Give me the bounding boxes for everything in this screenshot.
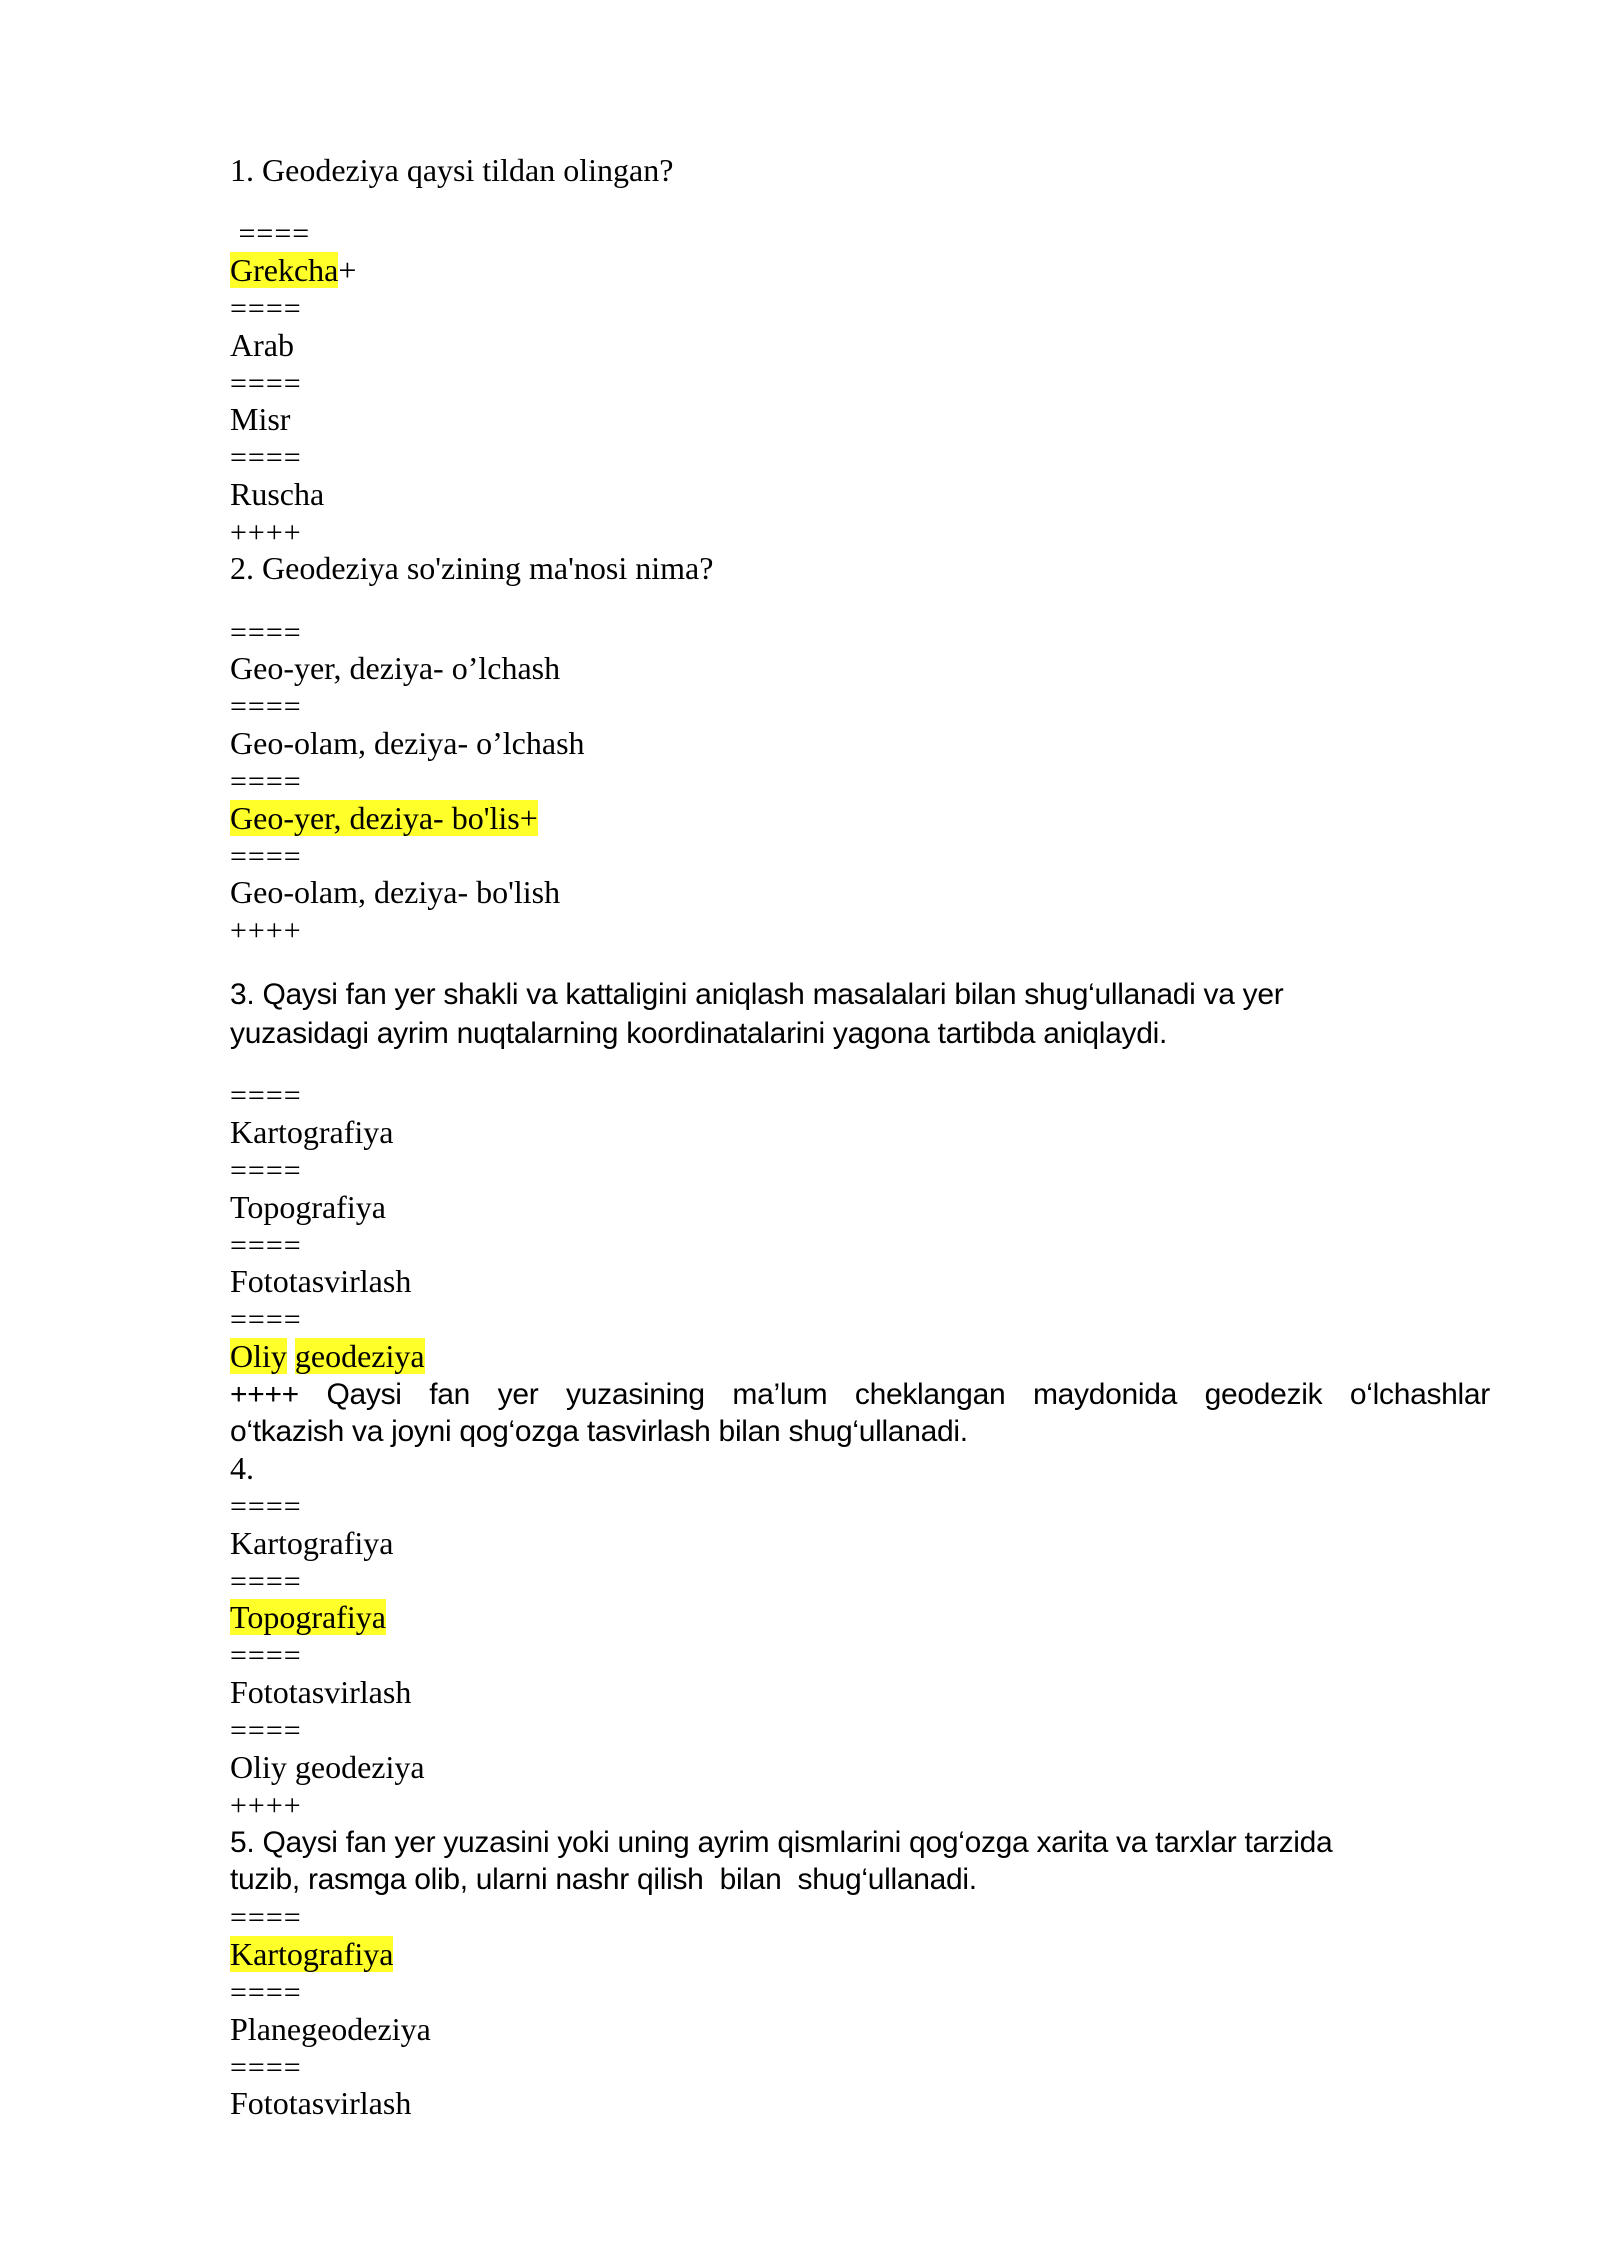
highlighted-answer: Oliy bbox=[230, 1338, 287, 1374]
end-marker: ++++ bbox=[230, 1789, 302, 1822]
answer-1-3: Misr bbox=[230, 401, 291, 437]
answer-2-4: Geo-olam, deziya- bo'lish bbox=[230, 874, 561, 910]
separator: ==== bbox=[230, 616, 302, 649]
answer-5-1 bbox=[230, 1936, 393, 1973]
answer-1-4: Ruscha bbox=[230, 476, 325, 512]
answer-4-1: Kartografiya bbox=[230, 1525, 394, 1561]
separator: ==== bbox=[230, 1303, 302, 1336]
separator: ==== bbox=[230, 1490, 302, 1523]
answer-5-3: Fototasvirlash bbox=[230, 2085, 412, 2121]
question-4-number: 4. bbox=[230, 1450, 254, 1486]
separator: ==== bbox=[230, 690, 302, 723]
separator: ==== bbox=[230, 367, 302, 400]
separator: ==== bbox=[230, 292, 302, 325]
separator: ==== bbox=[230, 1229, 302, 1262]
answer-3-2: Topografiya bbox=[230, 1189, 386, 1225]
question-5-line-1: 5. Qaysi fan yer yuzasini yoki uning ayrim qismlarini qog‘ozga xarita va tarxlar tarzida bbox=[230, 1826, 1333, 1859]
highlighted-answer: geodeziya bbox=[294, 1338, 425, 1374]
question-1: 1. Geodeziya qaysi tildan olingan? bbox=[230, 152, 674, 188]
answer-2-2: Geo-olam, deziya- o’lchash bbox=[230, 725, 585, 761]
question-4-line-2: o‘tkazish va joyni qog‘ozga tasvirlash bilan shug‘ullanadi. bbox=[230, 1415, 968, 1448]
separator: ==== bbox=[230, 1154, 302, 1187]
separator: ==== bbox=[230, 441, 302, 474]
separator: ==== bbox=[230, 217, 311, 250]
answer-3-3: Fototasvirlash bbox=[230, 1263, 412, 1299]
answer-1-2: Arab bbox=[230, 327, 294, 363]
question-3-line-2: yuzasidagi ayrim nuqtalarning koordinatalarini yagona tartibda aniqlaydi. bbox=[230, 1017, 1168, 1050]
answer-2-1: Geo-yer, deziya- o’lchash bbox=[230, 650, 561, 686]
separator: ==== bbox=[230, 1714, 302, 1747]
answer-4-3: Fototasvirlash bbox=[230, 1674, 412, 1710]
answer-4-2 bbox=[230, 1599, 386, 1636]
answer-3-4 bbox=[230, 1338, 425, 1375]
question-4-line-1: ++++ Qaysi fan yer yuzasining ma’lum cheklangan maydonida geodezik o‘lchashlar bbox=[230, 1378, 1490, 1411]
highlighted-answer: Kartografiya bbox=[230, 1936, 394, 1972]
answer-1-1 bbox=[230, 252, 356, 289]
highlighted-answer: Topografiya bbox=[230, 1599, 386, 1635]
answer-2-3 bbox=[230, 800, 538, 837]
separator: ==== bbox=[230, 765, 302, 798]
correct-mark: + bbox=[338, 252, 357, 288]
answer-5-2: Planegeodeziya bbox=[230, 2011, 431, 2047]
separator: ==== bbox=[230, 1901, 302, 1934]
question-3-line-1: 3. Qaysi fan yer shakli va kattaligini aniqlash masalalari bilan shug‘ullanadi va yer bbox=[230, 978, 1284, 1011]
end-marker: ++++ bbox=[230, 516, 302, 549]
answer-3-1: Kartografiya bbox=[230, 1114, 394, 1150]
highlighted-answer: Geo-yer, deziya- bo'lis+ bbox=[230, 800, 538, 836]
separator: ==== bbox=[230, 1565, 302, 1598]
end-marker: ++++ bbox=[230, 914, 302, 947]
question-2: 2. Geodeziya so'zining ma'nosi nima? bbox=[230, 550, 714, 586]
separator: ==== bbox=[230, 1976, 302, 2009]
separator: ==== bbox=[230, 840, 302, 873]
answer-4-4: Oliy geodeziya bbox=[230, 1749, 425, 1785]
separator: ==== bbox=[230, 1079, 302, 1112]
question-5-line-2: tuzib, rasmga olib, ularni nashr qilish bilan shug‘ullanadi. bbox=[230, 1863, 977, 1896]
highlighted-answer: Grekcha bbox=[230, 252, 339, 288]
separator: ==== bbox=[230, 1639, 302, 1672]
separator: ==== bbox=[230, 2051, 302, 2084]
